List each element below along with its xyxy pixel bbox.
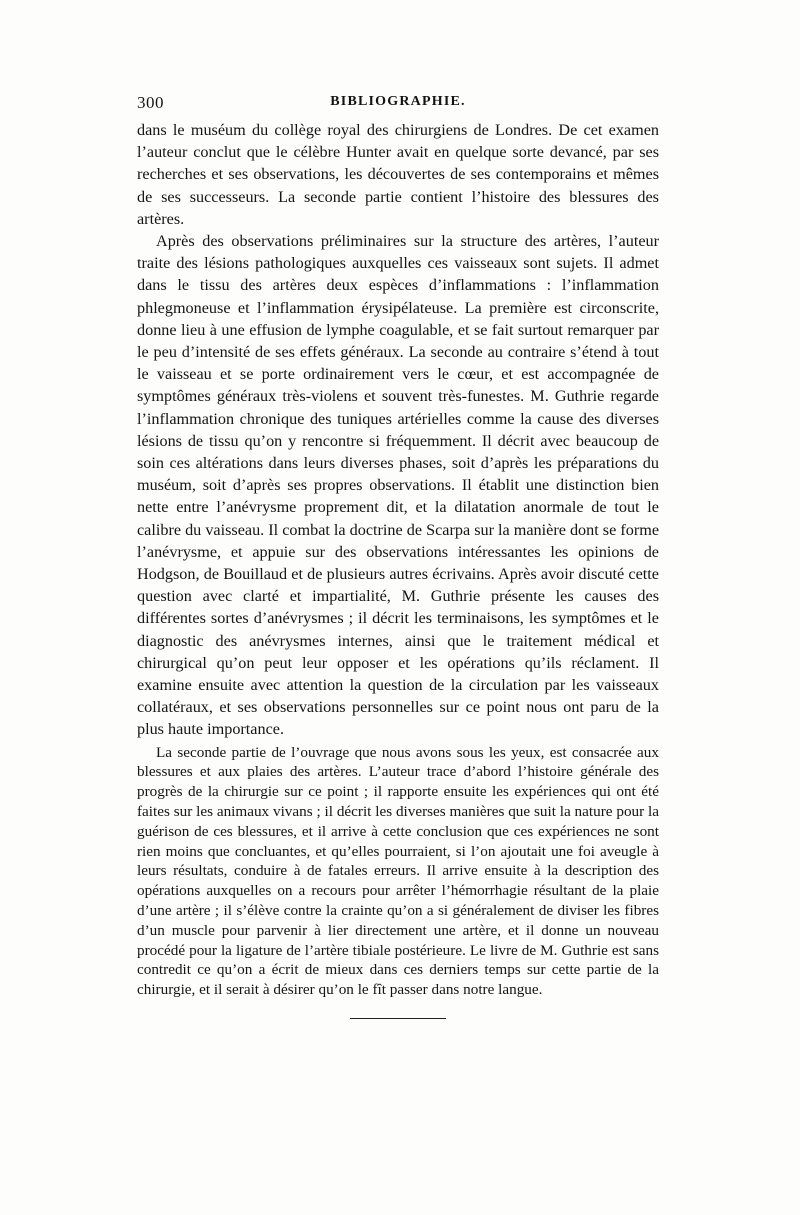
running-head-title: BIBLIOGRAPHIE. xyxy=(330,94,466,109)
closing-rule xyxy=(350,1018,446,1019)
text-block xyxy=(137,93,659,1019)
page-number: 300 xyxy=(137,93,164,112)
running-head xyxy=(137,93,659,119)
paragraph-2: Après des observations préliminaires sur la structure des artères, l’auteur traite des lésions pathologiques auxquelles ces vaisseaux sont sujets. Il admet dans le tissu des artères deux espèces d’inflammations : l’inflammation phlegmoneuse et l’inflammation érysipélateuse. La première est circonscrite, donne lieu à une effusion de lymphe coagulable, et se fait surtout remarquer par le peu d’intensité de ses effets généraux. La seconde au contraire s’étend à tout le vaisseau et se porte ordinairement vers le cœur, et est accompagnée de symptômes généraux très-violens et souvent très-funestes. M. Guthrie regarde l’inflammation chronique des tuniques artérielles comme la cause des diverses lésions de tissu qu’on y rencontre si fréquemment. Il décrit avec beaucoup de soin ces altérations dans leurs diverses phases, soit d’après les préparations du muséum, soit d’après ses propres observations. Il établit une distinction bien nette entre l’anévrysme proprement dit, et la dilatation anormale de tout le calibre du vaisseau. Il combat la doctrine de Scarpa sur la manière dont se forme l’anévrysme, et appuie sur des observations intéressantes les opinions de Hodgson, de Bouillaud et de plusieurs autres écrivains. Après avoir discuté cette question avec clarté et impartialité, M. Guthrie présente les causes des différentes sortes d’anévrysmes ; il décrit les terminaisons, les symptômes et le diagnostic des anévrysmes internes, ainsi que le traitement médical et chirurgical qu’on peut leur opposer et les opérations qu’ils réclament. Il examine ensuite avec attention la question de la circulation par les vaisseaux collatéraux, et ses observations personnelles sur ce point nous ont paru de la plus haute importance. xyxy=(137,232,659,739)
paragraph-3: La seconde partie de l’ouvrage que nous avons sous les yeux, est consacrée aux blessures et aux plaies des artères. L’auteur trace d’abord l’histoire générale des progrès de la chirurgie sur ce point ; il rapporte ensuite les expériences qui ont été faites sur les animaux vivans ; il décrit les diverses manières que suit la nature pour la guérison de ces blessures, et il arrive à cette conclusion que ces expériences ne sont rien moins que concluantes, et qu’elles pourraient, si l’on ajoutait une foi aveugle à leurs résultats, conduire à de fatales erreurs. Il arrive ensuite à la description des opérations auxquelles on a recours pour arrêter l’hémorrhagie résultant de la plaie d’une artère ; il s’élève contre la crainte qu’on a si généralement de diviser les fibres d’un muscle pour parvenir à lier directement une artère, et il donne un nouveau procédé pour la ligature de l’artère tibiale postérieure. Le livre de M. Guthrie est sans contredit ce qu’on a écrit de mieux dans ces derniers temps sur cette partie de la chirurgie, et il serait à désirer qu’on le fît passer dans notre langue. xyxy=(137,743,659,999)
paragraph-1: dans le muséum du collège royal des chirurgiens de Londres. De cet examen l’auteur conclut que le célèbre Hunter avait en quelque sorte devancé, par ses recherches et ses observations, les découvertes de ses contemporains et mêmes de ses successeurs. La seconde partie contient l’histoire des blessures des artères. xyxy=(137,121,659,228)
